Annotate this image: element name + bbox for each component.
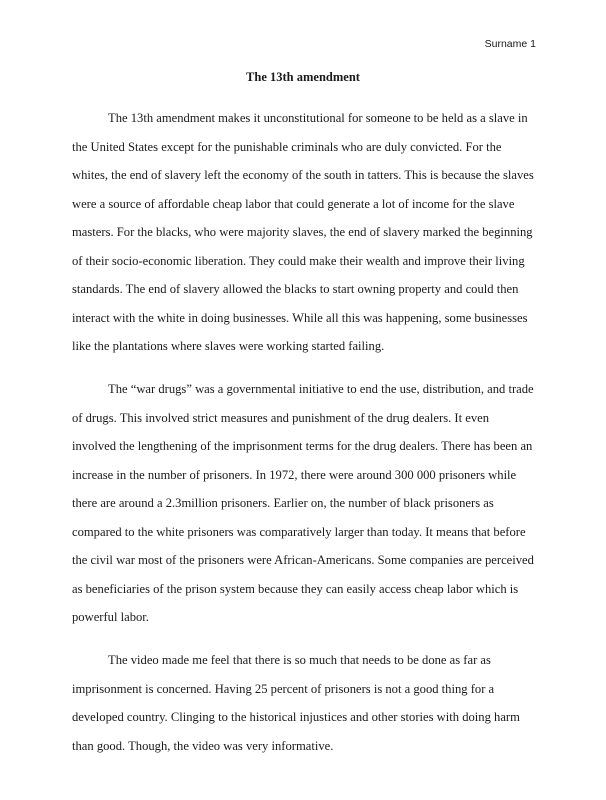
paragraph-2: The “war drugs” was a governmental initiative to end the use, distribution, and trade of drugs. This involved strict measures and punishment of the drug dealers. It even involved the lengthening of the imprisonment terms for the drug dealers. There has been an increase in the number of prisoners. In 1972, there were around 300 000 prisoners while there are around a 2.3million prisoners. Earlier on, the number of black prisoners as compared to the white prisoners was comparatively larger than today. It means that before the civil war most of the prisoners were African-Americans. Some companies are perceived as beneficiaries of the prison system because they can easily access cheap labor which is powerful labor.	[72, 382, 534, 624]
document-title: The 13th amendment	[246, 70, 360, 84]
document-body	[72, 104, 534, 775]
paragraph-3: The video made me feel that there is so much that needs to be done as far as imprisonment is concerned. Having 25 percent of prisoners is not a good thing for a developed country. Clinging to the historical injustices and other stories with doing harm than good. Though, the video was very informative.	[72, 653, 520, 753]
running-head: Surname 1	[484, 38, 536, 50]
paragraph-1: The 13th amendment makes it unconstitutional for someone to be held as a slave in the United States except for the punishable criminals who are duly convicted. For the whites, the end of slavery left the economy of the south in tatters. This is because the slaves were a source of affordable cheap labor that could generate a lot of income for the slave masters. For the blacks, who were majority slaves, the end of slavery marked the beginning of their socio-economic liberation. They could make their wealth and improve their living standards. The end of slavery allowed the blacks to start owning property and could then interact with the white in doing businesses. While all this was happening, some businesses like the plantations where slaves were working started failing.	[72, 111, 534, 353]
